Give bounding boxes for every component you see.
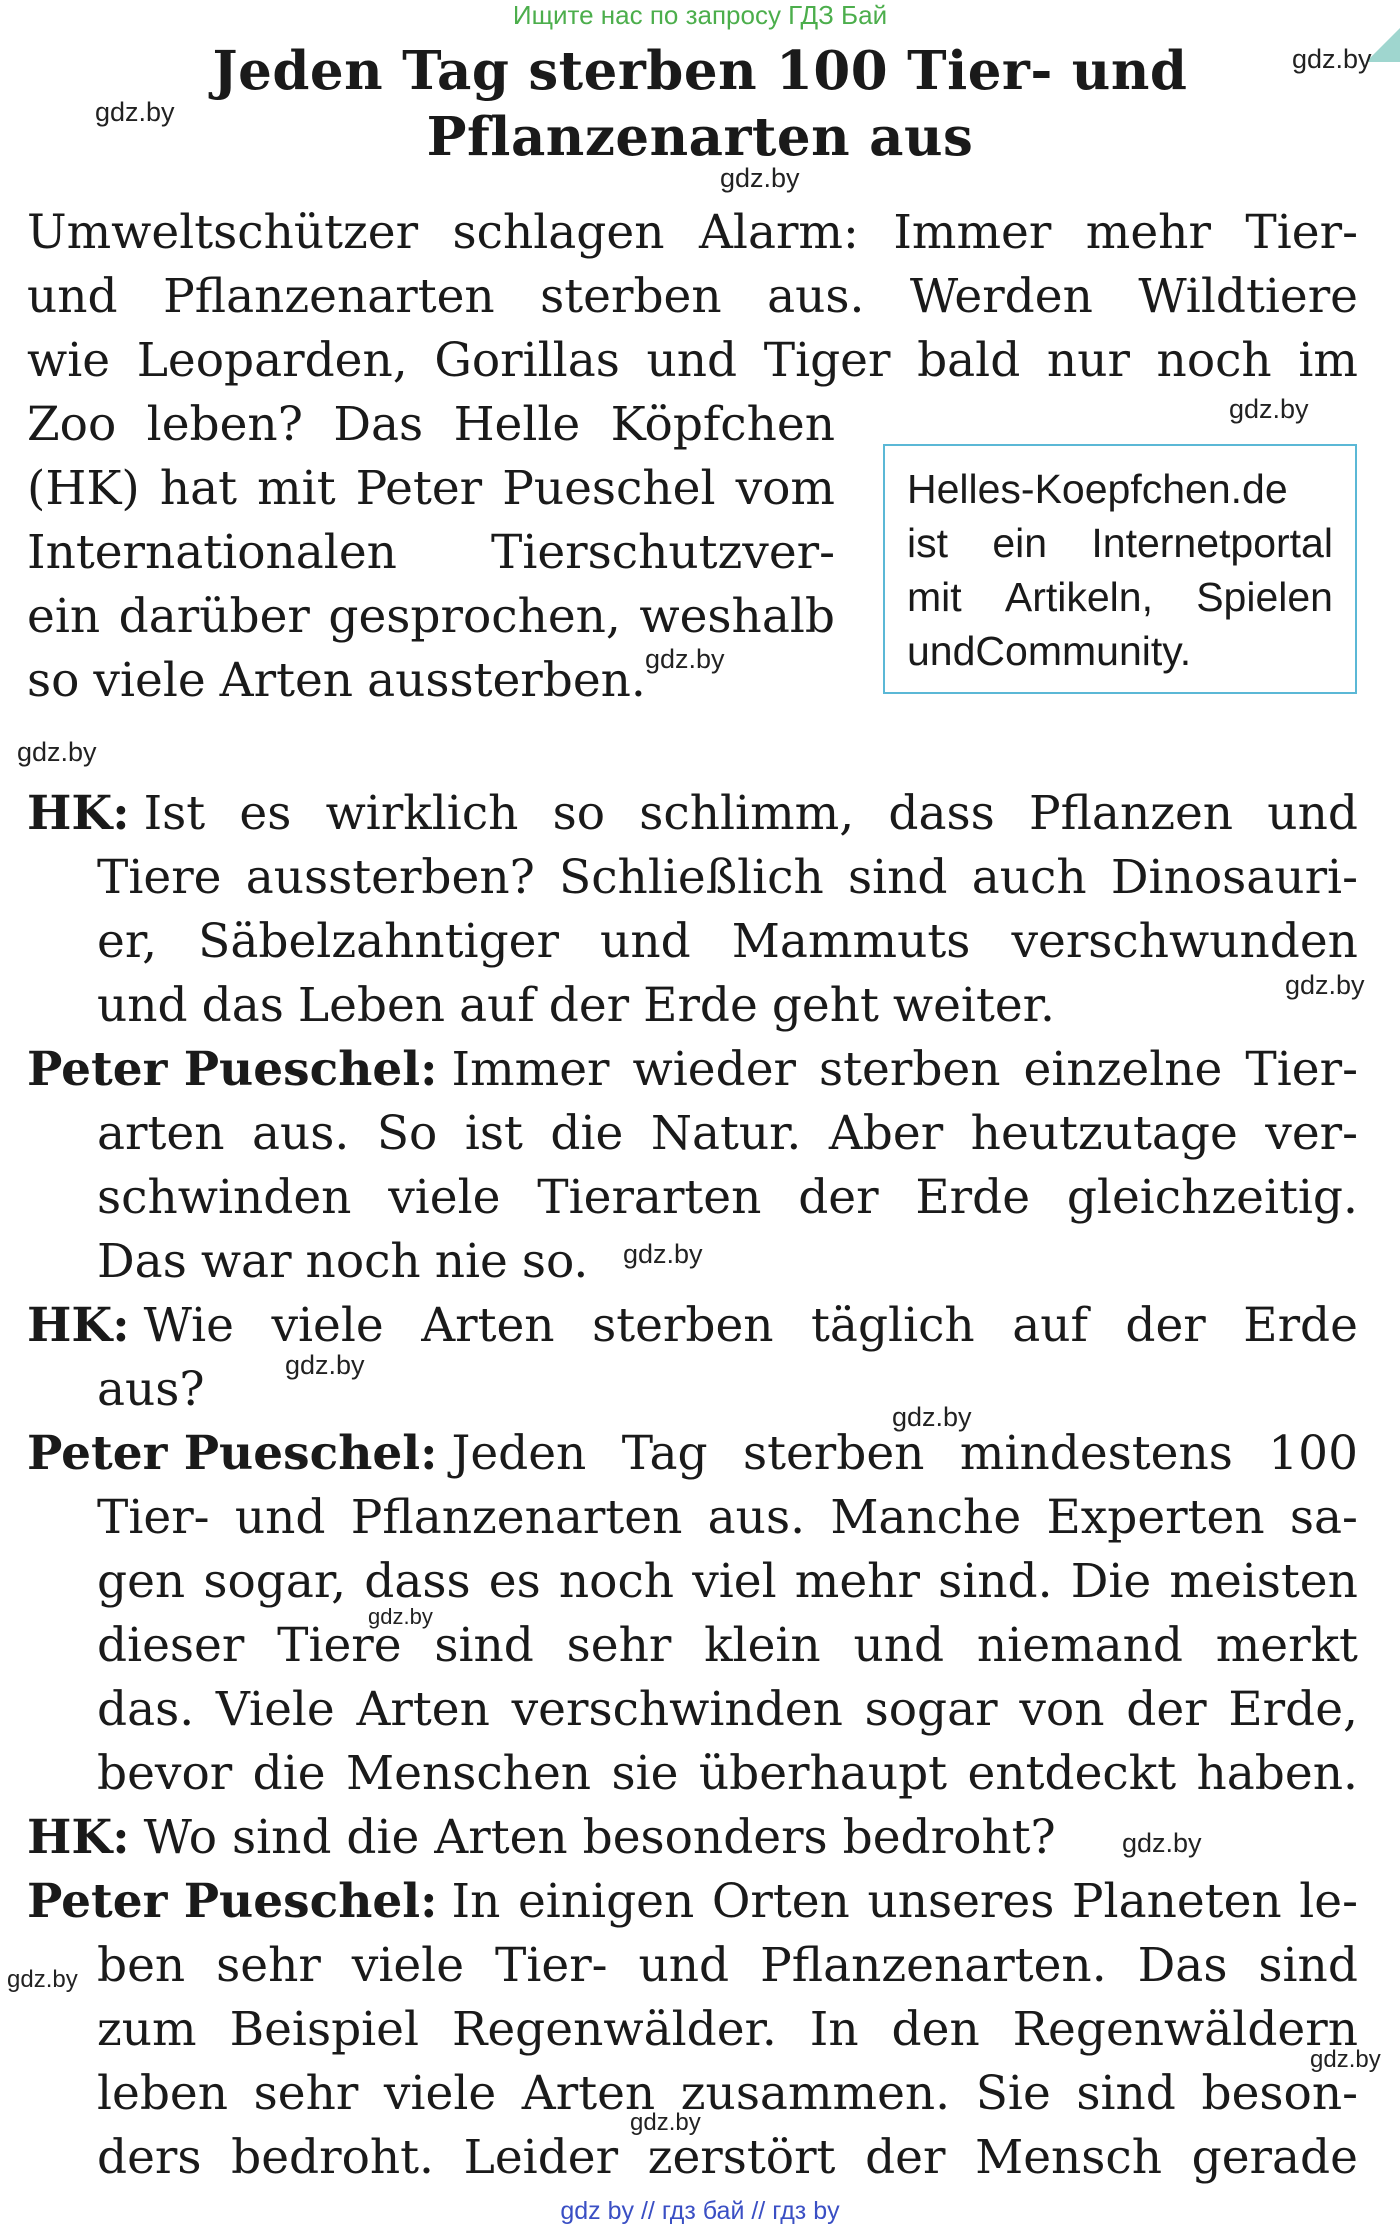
speaker-label: HK: (27, 1298, 130, 1353)
speaker-label: Peter Pueschel: (27, 1426, 438, 1481)
word: auch (971, 850, 1087, 905)
watermark: gdz.by (1229, 394, 1309, 424)
word: Peter (355, 461, 483, 516)
word: Community. (975, 628, 1192, 674)
word: so (27, 653, 80, 708)
word: So (376, 1106, 438, 1161)
word: Viele (215, 1682, 335, 1737)
word: so (552, 786, 606, 841)
word: Säbelzahntiger (198, 914, 559, 969)
word: Wildtiere (1138, 269, 1358, 324)
word: Artikeln, (1004, 574, 1153, 620)
interview-line (97, 1102, 1358, 1166)
word: das. (97, 1682, 195, 1737)
word: schlimm, (639, 786, 855, 841)
word: Helle (453, 397, 581, 452)
word: die (252, 1746, 326, 1801)
interview-line (27, 1038, 1358, 1102)
interview-line (97, 910, 1358, 974)
word: Arten (521, 2066, 656, 2121)
info-box (883, 444, 1357, 694)
word: bedroht. (231, 2130, 434, 2185)
word: bevor (97, 1746, 233, 1801)
word: Immer (451, 1042, 610, 1097)
interview-line (97, 1230, 1358, 1294)
word: Beispiel (229, 2002, 420, 2057)
word: Tier- (495, 1938, 608, 1993)
word: dass (888, 786, 995, 841)
interview-line (97, 846, 1358, 910)
word: ben (97, 1938, 186, 1993)
intro-line (27, 521, 835, 585)
interview-line (97, 1998, 1358, 2062)
word: Umweltschützer (27, 205, 419, 260)
title-line-1: Jeden Tag sterben 100 Tier- und (212, 40, 1188, 102)
interview-line (27, 1422, 1358, 1486)
word: aus? (97, 1362, 205, 1417)
watermark: gdz.by (368, 1604, 433, 1629)
word: Spielen (1196, 574, 1333, 620)
word: Pflanzen (1028, 786, 1234, 841)
word: darüber (118, 589, 310, 644)
word: den (891, 2002, 980, 2057)
word: Arten (356, 1682, 490, 1737)
word: und (638, 1938, 730, 1993)
interview-line (97, 1550, 1358, 1614)
interview-line (97, 1358, 1358, 1422)
word: viel (692, 1554, 777, 1609)
info-box-line (907, 624, 1333, 678)
word: Tiere (277, 1618, 402, 1673)
word: mehr (1085, 205, 1211, 260)
word: Aber (828, 1106, 944, 1161)
watermark: gdz.by (95, 97, 175, 127)
word: ist (907, 520, 948, 566)
word: merkt (1215, 1618, 1358, 1673)
word: auf (1012, 1298, 1088, 1353)
word: es (239, 786, 292, 841)
word: zusammen. (680, 2066, 951, 2121)
word: Manche (830, 1490, 1022, 1545)
word: dass (364, 1554, 471, 1609)
word: Menschen (346, 1746, 592, 1801)
word: mindestens (959, 1426, 1233, 1481)
info-box-line (907, 570, 1333, 624)
interview-line-content (27, 1422, 1358, 1486)
word: sehr (566, 1618, 672, 1673)
word: täglich (811, 1298, 975, 1353)
interview-line (27, 1870, 1358, 1934)
word: niemand (976, 1618, 1183, 1673)
word: Mensch (975, 2130, 1162, 2185)
word: aussterben. (367, 653, 646, 708)
intro-line (27, 649, 835, 713)
word: Sie (975, 2066, 1051, 2121)
word: Arten (219, 653, 354, 708)
word: sind (1076, 2066, 1176, 2121)
watermark: gdz.by (17, 737, 97, 767)
word: überhaupt (698, 1746, 948, 1801)
word: der (548, 978, 630, 1033)
word: haben. (1196, 1746, 1358, 1801)
word: Regenwäldern (1012, 2002, 1358, 2057)
word: sa- (1289, 1490, 1358, 1545)
word: dieser (97, 1618, 245, 1673)
word: Tier- (97, 1490, 210, 1545)
interview-line-content (27, 1038, 1358, 1102)
info-box-line (907, 516, 1333, 570)
word: wie (27, 333, 111, 388)
word: Natur. (650, 1106, 802, 1161)
interview-line (97, 2062, 1358, 2126)
word: Gorillas (434, 333, 620, 388)
interview-line-content (27, 782, 1358, 846)
word: gleichzeitig. (1066, 1170, 1358, 1225)
word: und (646, 333, 738, 388)
answer-text: Wo sind die Arten besonders bedroht? (143, 1810, 1056, 1865)
interview-line (97, 2126, 1358, 2190)
word: und (1267, 786, 1358, 841)
word: viele (93, 653, 206, 708)
word: und (853, 1618, 945, 1673)
word: Tiger (763, 333, 891, 388)
word: Erde (643, 978, 758, 1033)
word: Werden (909, 269, 1093, 324)
info-box-line (907, 462, 1333, 516)
interview-line (97, 974, 1358, 1038)
word: im (1298, 333, 1358, 388)
word: Wie (143, 1298, 234, 1353)
speaker-label: Peter Pueschel: (27, 1042, 438, 1097)
word: Tier- (1245, 205, 1358, 260)
interview-line-content (27, 1870, 1358, 1934)
word: entdeckt (967, 1746, 1177, 1801)
word: sehr (253, 2066, 359, 2121)
word: war (200, 1234, 292, 1289)
intro-line (27, 393, 835, 457)
word: viele (271, 1298, 384, 1353)
word: so. (521, 1234, 589, 1289)
word: und (907, 628, 976, 674)
word: es (488, 1554, 541, 1609)
word: klein (704, 1618, 821, 1673)
word: nur (1046, 333, 1130, 388)
word: Immer (893, 205, 1052, 260)
word: wieder (632, 1042, 796, 1097)
word: und (234, 1490, 326, 1545)
word: nie (434, 1234, 508, 1289)
speaker-label: HK: (27, 786, 130, 841)
word: ist (464, 1106, 523, 1161)
interview-line (97, 1166, 1358, 1230)
word: Tag (621, 1426, 708, 1481)
word: leben? (146, 397, 303, 452)
word: noch (558, 1554, 675, 1609)
word: und (97, 978, 188, 1033)
word: und (27, 269, 118, 324)
interview-line (27, 1294, 1358, 1358)
word: Alarm: (698, 205, 859, 260)
word: einzelne (1023, 1042, 1223, 1097)
word: Internetportal (1091, 520, 1333, 566)
word: mit (907, 574, 962, 620)
word: meisten (1169, 1554, 1358, 1609)
word: 100 (1268, 1426, 1358, 1481)
word: sterben (742, 1426, 925, 1481)
word: weshalb (639, 589, 835, 644)
interview-line (97, 1742, 1358, 1806)
word: der (1125, 1298, 1206, 1353)
word: verschwunden (1011, 914, 1358, 969)
word: Das (97, 1234, 187, 1289)
word: der (798, 1170, 879, 1225)
intro-line (27, 585, 835, 649)
word: Erde (915, 1170, 1031, 1225)
watermark: gdz.by (7, 1966, 78, 1993)
word: verschwinden (511, 1682, 843, 1737)
word: Planeten (1071, 1874, 1282, 1929)
word: viele (383, 2066, 497, 2121)
word: heutzutage (970, 1106, 1238, 1161)
word: ver- (1265, 1106, 1358, 1161)
word: aus. (767, 269, 865, 324)
word: sind. (938, 1554, 1053, 1609)
word: vom (735, 461, 835, 516)
word: sie (611, 1746, 679, 1801)
word: Köpfchen (610, 397, 835, 452)
watermark: gdz.by (892, 1402, 972, 1432)
word: Tiere (97, 850, 222, 905)
interview-line (27, 1806, 1358, 1870)
word: hat (159, 461, 238, 516)
word: Leoparden, (136, 333, 408, 388)
word: Tierarten (537, 1170, 762, 1225)
word: aus. (251, 1106, 350, 1161)
word: Internationalen (27, 525, 397, 580)
word: von (1019, 1682, 1105, 1737)
word: Erde, (1228, 1682, 1358, 1737)
word: Leider (463, 2130, 619, 2185)
word: viele (388, 1170, 501, 1225)
word: Das (1137, 1938, 1228, 1993)
intro-line (27, 457, 835, 521)
word: das (201, 978, 284, 1033)
word: (HK) (27, 461, 140, 516)
title-line-2: Pflanzenarten aus (426, 106, 974, 168)
word: sterben (540, 269, 722, 324)
interview-line (27, 782, 1358, 846)
word: geht (771, 978, 879, 1033)
word: die (550, 1106, 624, 1161)
word: leben (97, 2066, 229, 2121)
interview-line (97, 1486, 1358, 1550)
word: sogar (864, 1682, 998, 1737)
word: unseres (867, 1874, 1055, 1929)
word: Helles-Koepfchen.de (907, 466, 1288, 512)
word: Pflanzenarten (350, 1490, 683, 1545)
interview-line (97, 1678, 1358, 1742)
word: noch (1156, 333, 1272, 388)
word: sind (848, 850, 948, 905)
word: mehr (794, 1554, 920, 1609)
word: ein (992, 520, 1048, 566)
word: Regenwälder. (451, 2002, 777, 2057)
word: Das (333, 397, 424, 452)
word: Pflanzenarten (163, 269, 495, 324)
word: sind (434, 1618, 534, 1673)
word: Pueschel (502, 461, 716, 516)
watermark: gdz.by (645, 644, 725, 674)
word: Ist (143, 786, 206, 841)
word: aussterben? (245, 850, 535, 905)
word: schlagen (452, 205, 665, 260)
word: und (600, 914, 691, 969)
answer-text (144, 1294, 1358, 1358)
word: der (1126, 1682, 1207, 1737)
word: bald (917, 333, 1021, 388)
answer-text (144, 782, 1358, 846)
word: Zoo (27, 397, 117, 452)
speaker-label: HK: (27, 1810, 130, 1865)
word: sterben (592, 1298, 774, 1353)
answer-text (452, 1038, 1359, 1102)
word: Arten (421, 1298, 555, 1353)
word: Schließlich (559, 850, 824, 905)
word: sogar, (203, 1554, 347, 1609)
word: In (451, 1874, 501, 1929)
word: Experten (1046, 1490, 1265, 1545)
word: Leben (297, 978, 446, 1033)
word: Dinosauri- (1110, 850, 1358, 905)
intro-line (27, 329, 1358, 393)
word: Die (1070, 1554, 1152, 1609)
speaker-label: Peter Pueschel: (27, 1874, 438, 1929)
answer-text (452, 1422, 1359, 1486)
word: sterben (819, 1042, 1001, 1097)
bottom-banner: gdz by // гдз бай // гдз by (560, 2197, 840, 2225)
word: aus. (707, 1490, 806, 1545)
word: Orten (711, 1874, 850, 1929)
word: zum (97, 2002, 197, 2057)
word: gen (97, 1554, 186, 1609)
article-title (200, 38, 1200, 170)
word: gesprochen, (328, 589, 621, 644)
word: weiter. (892, 978, 1055, 1033)
word: Tierschutzver- (490, 525, 835, 580)
word: einigen (517, 1874, 695, 1929)
word: Pflanzenarten. (760, 1938, 1107, 1993)
intro-line (27, 265, 1358, 329)
interview-line (97, 1934, 1358, 1998)
word: Erde (1243, 1298, 1358, 1353)
word: sehr (216, 1938, 321, 1993)
interview-line (97, 1614, 1358, 1678)
word: Mammuts (731, 914, 971, 969)
word: zerstört (647, 2130, 836, 2185)
watermark: gdz.by (1122, 1828, 1202, 1858)
word: schwinden (97, 1170, 352, 1225)
word: Jeden (451, 1426, 587, 1481)
top-banner: Ищите нас по запросу ГДЗ Бай (512, 0, 888, 30)
interview-line-content (27, 1294, 1358, 1358)
word: le- (1299, 1874, 1358, 1929)
word: auf (459, 978, 535, 1033)
watermark: gdz.by (630, 2109, 701, 2136)
watermark: gdz.by (1292, 44, 1372, 74)
watermark: gdz.by (623, 1239, 703, 1269)
word: In (809, 2002, 859, 2057)
watermark: gdz.by (285, 1350, 365, 1380)
word: er, (97, 914, 158, 969)
word: beson- (1201, 2066, 1358, 2121)
word: ein (27, 589, 101, 644)
word: mit (257, 461, 336, 516)
watermark: gdz.by (720, 163, 800, 193)
word: ders (97, 2130, 202, 2185)
word: der (865, 2130, 946, 2185)
word: sind (1258, 1938, 1358, 1993)
word: wirklich (325, 786, 519, 841)
watermark: gdz.by (1310, 2046, 1381, 2073)
word: gerade (1191, 2130, 1358, 2185)
word: viele (351, 1938, 465, 1993)
watermark: gdz.by (1285, 970, 1365, 1000)
word: arten (97, 1106, 225, 1161)
intro-line (27, 201, 1358, 265)
word: noch (305, 1234, 421, 1289)
word: Tier- (1245, 1042, 1358, 1097)
answer-text (452, 1870, 1359, 1934)
